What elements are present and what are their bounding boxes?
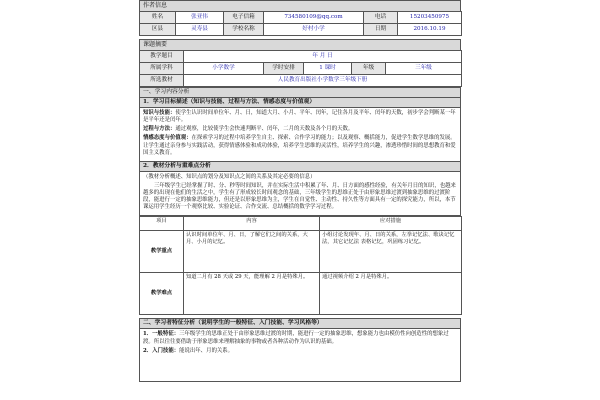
focus-paragraph: 三年级学生已经掌握了时、分、秒等时间知识，并在实际生活中积累了年、月、日方面的感性经验，有关年月日的知识，也越来越多的出现在他们的生活之中，学生有了形成较长时间观念的基础，三年级学生的思维正处于由形象思维过渡到抽象思维的过渡阶段，能进行一定的抽象思维能力，但还是以形象思维为主，学生在自觉性、主动性、持久性等方面具有一定的探究能力，所以，本节课运用学生经历一个观察比较、实验论证、合作交流、总结概括的数学学习过程。 <box>143 182 456 211</box>
date-label: 日期 <box>364 24 398 36</box>
author-section-title: 作者信息 <box>139 0 461 11</box>
goal-knowledge-text: 使学生认识时间单位年、月、日，知道大月、小月、平年、闰年，记住各月及平年、闰年的天数，初步学会判断某一年是平年还是闰年。 <box>143 110 456 124</box>
author-email: 734580109@qq.com <box>264 12 364 24</box>
goal-knowledge-label: 知识与技能： <box>143 110 176 116</box>
phone-label: 电话 <box>364 12 398 24</box>
focus-block <box>139 172 461 217</box>
name-label: 姓名 <box>140 12 176 24</box>
textbook-label: 所选教材 <box>140 75 184 87</box>
school-label: 学校名称 <box>224 24 264 36</box>
course-subject: 小学数学 <box>184 63 264 75</box>
goal-process-label: 过程与方法： <box>143 126 176 133</box>
learner-block <box>139 329 461 382</box>
col-content-header: 内容 <box>184 217 320 231</box>
course-section-title: 课题摘要 <box>139 39 461 50</box>
key-points-table <box>139 216 462 315</box>
col-item-header: 项目 <box>140 217 184 231</box>
goals-title: 1．学习目标描述（知识与技能、过程与方法、情感态度与价值观） <box>139 98 461 108</box>
col-measures-header: 应对措施 <box>320 217 462 231</box>
general-trait-text: 三年级学生的思维正处于由形象思维过渡的时期，能进行一定的抽象思维，想象能力也由模仿性向创造性的想象过渡。所以往往要借助于形象思维来理解抽象的事物或者各种活动作为认识的基础。 <box>143 331 449 345</box>
difficulty-measures: 通过视频介绍 2 月是特殊月。 <box>320 273 462 315</box>
general-trait-label: 1．一般特征： <box>143 331 180 338</box>
key-point-measures: 小组讨论发现年、月、日的关系，左拳记忆法、歌诀记忆法，其它记忆法 表格记忆，巩固练习记忆。 <box>320 231 462 273</box>
subject-label: 所属学科 <box>140 63 184 75</box>
key-point-content: 认识时间单位年、月、日，了解它们之间的关系，大月、小月的记忆。 <box>184 231 320 273</box>
difficulty-content: 知道二月有 28 天或 29 天，能理解 2 月是特殊月。 <box>184 273 320 315</box>
author-county: 灵寿县 <box>176 24 224 36</box>
goal-process-text: 通过观察，比较使学生会快速判断平、闰年，二月的天数及各个月的天数。 <box>175 126 354 133</box>
hours-label: 学时安排 <box>264 63 304 75</box>
focus-subtitle: （教材分析概述、知识点的划分及知识点之间的关系及其定必要的信息） <box>143 173 316 180</box>
author-info-table <box>139 11 462 36</box>
goals-block <box>139 108 461 162</box>
course-hours: 1 课时 <box>304 63 352 75</box>
author-phone: 15203450975 <box>398 12 462 24</box>
topic-label: 教学题目 <box>140 51 184 63</box>
goal-attitude-label: 情感态度与价值观： <box>143 135 192 142</box>
course-topic: 年 月 日 <box>184 51 462 63</box>
goal-attitude-text: 在探索学习的过程中培养学生自主、探索、合作学习的能力；以及观察、概括能力，促进学生数学思维的发展。让学生通过亲身参与实践活动，获得情感体验和成功体验，培养学生思维的灵活性，培养学生的兴趣，渗透珍惜时间的思想教育和爱国主义教育。 <box>143 135 456 156</box>
course-textbook: 人民教育出版社小学数学三年级下册 <box>184 75 462 87</box>
entry-skill-text: 能说出年、月的关系。 <box>179 347 234 354</box>
lesson-plan-document <box>139 0 461 400</box>
key-point-label: 教学重点 <box>140 231 184 273</box>
author-date: 2016.10.19 <box>398 24 462 36</box>
grade-label: 年级 <box>352 63 386 75</box>
focus-title: 2．教材分析与重难点分析 <box>139 162 461 172</box>
course-grade: 三年级 <box>386 63 462 75</box>
learner-section-title: 二、学习者特征分析（说明学生的一般特征、入门技能、学习风格等） <box>139 318 461 329</box>
county-label: 区县 <box>140 24 176 36</box>
course-info-table <box>139 50 462 87</box>
email-label: 电子信箱 <box>224 12 264 24</box>
difficulty-label: 教学难点 <box>140 273 184 315</box>
author-name: 张亚伟 <box>176 12 224 24</box>
author-school: 好村小学 <box>264 24 364 36</box>
analysis-section-title: 一、学习内容分析 <box>139 87 461 98</box>
entry-skill-label: 2．入门技能： <box>143 347 180 354</box>
